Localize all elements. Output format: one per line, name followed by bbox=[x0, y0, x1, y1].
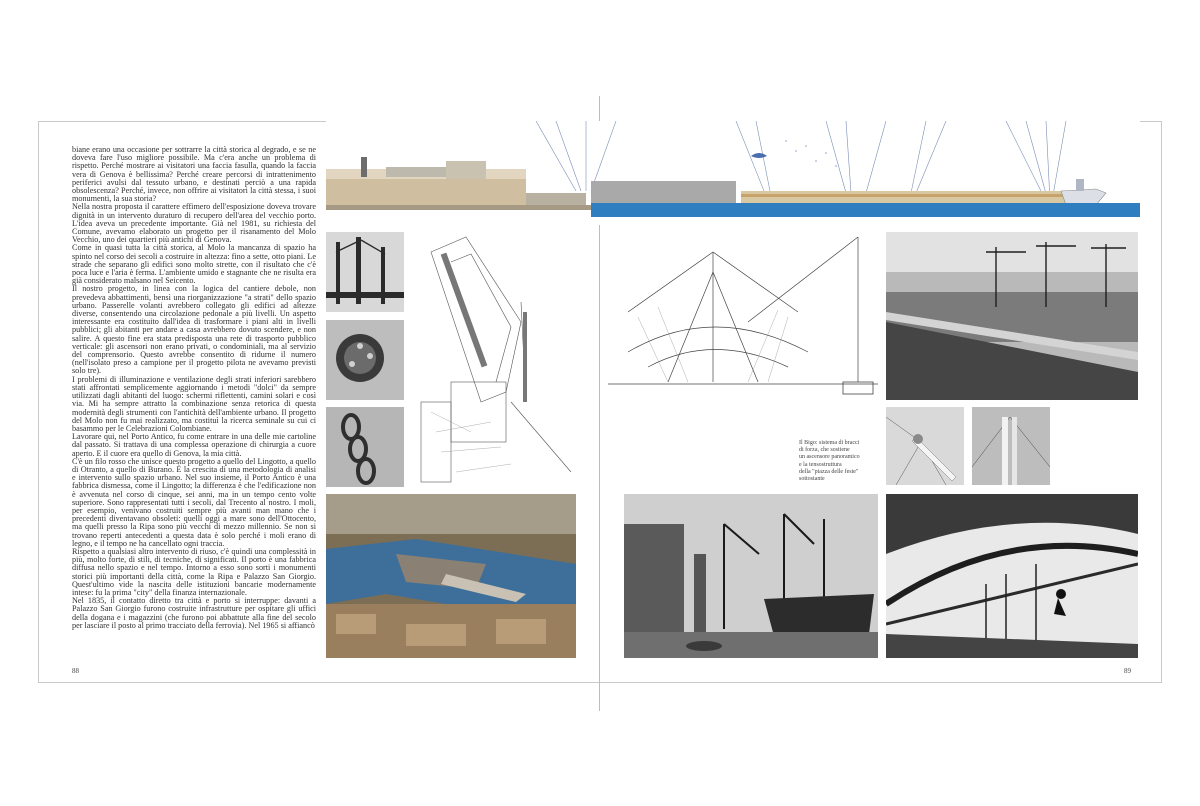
harbor-elevated-road-photo bbox=[886, 232, 1138, 400]
caption-line: Il Bigo: sistema di bracci bbox=[799, 440, 860, 446]
page-number-left: 88 bbox=[72, 667, 79, 675]
paragraph: biane erano una occasione per sottrarre la città storica al degrado, e se ne doveva fare l'uso migliore possibile. Ma c'era anche un problema di rispetto. Perché mostrare ai visitatori una faccia fasulla, quando la faccia vera di Genova è bellissima? Perché creare percorsi di intrattenimento periferici avulsi dal tessuto urbano, e destinati perciò a una rapida obsolescenza? Perché, invece, non offrire ai visitatori la città stessa, i suoi monumenti, la sua storia? bbox=[72, 146, 316, 204]
caption-line: e la tensostruttura bbox=[799, 461, 842, 468]
caption-line: della "piazza delle feste" bbox=[799, 468, 859, 475]
ship-cranes-photo bbox=[624, 494, 878, 658]
paragraph: Nella nostra proposta il carattere effimero dell'esposizione doveva trovare dignità in un intervento duraturo di recupero dell'area del vecchio porto. L'idea aveva un precedente importante. Già nel 1981, su richiesta del Comune, avevamo elaborato un progetto per il risanamento del Molo Vecchio, uno dei quartieri più antichi di Genova. bbox=[72, 202, 316, 245]
paragraph: Rispetto a qualsiasi altro intervento di riuso, c'è quindi una complessità in più, molto forte, di stili, di tecniche, di significati. Il porto è una fabbrica diffusa nello spazio e nel tempo. Intorno a esso sono sorti i monumenti storici più importanti della città, come la Ripa e Palazzo San Giorgio. Quest'ultimo vide la nascita delle istituzioni bancarie modernamente intese: fu la prima "city" della finanza internazionale. bbox=[72, 546, 316, 597]
paragraph: Come in quasi tutta la città storica, al Molo la mancanza di spazio ha spinto nel corso dei secoli a costruire in altezza: fino a sette, otto piani. Le strade che separano gli edifici sono molto strette, con il risultato che c'è poca luce e l'aria è ferma. L'ambiente umido e stagnante che ne risulta era già considerato malsano nel Seicento. bbox=[72, 243, 316, 286]
harbor-panorama-elevation bbox=[326, 121, 1140, 225]
iron-wheel-photo bbox=[326, 320, 404, 400]
paragraph: Il nostro progetto, in linea con la logica del cantiere debole, non prevedeva abbattimenti, bensì una riorganizzazione "a strati" dello spazio urbano. Passerelle volanti avrebbero collegato gli edifici ad altezze diverse, consentendo una circolazione pedonale a più livelli. Un aspetto interessante era costituito dall'idea di trasformare i piani alti in livelli pubblici; gli abitanti per andare a casa avrebbero dovuto scendere, e non salire. A questo fine era stata predisposta una rete di trasporto pubblico verticale: gli ascensori non erano privati, o condominiali, ma al servizio del comprensorio. Questo avrebbe consentito di ridurne il numero (nell'isolato preso a campione per il progetto pilota ne avevamo previsti solo tre). bbox=[72, 284, 316, 376]
genoa-aerial-photo bbox=[326, 494, 576, 658]
body-text-column bbox=[72, 146, 316, 676]
caption-line: di forza, che sostiene bbox=[799, 447, 850, 454]
bollard-cranes-photo bbox=[326, 232, 404, 312]
page-number-right: 89 bbox=[1124, 667, 1131, 675]
caption-line: un ascensore panoramico bbox=[799, 454, 860, 461]
bigo-elevation-drawing bbox=[608, 232, 878, 402]
bigo-detail-photo-2 bbox=[972, 407, 1050, 485]
paragraph: Nel 1835, il contatto diretto tra città e porto si interruppe: davanti a Palazzo San Giorgio furono costruite infrastrutture per ospitare gli uffici della dogana e i magazzini (che furono poi abbattute alla fine del secolo per lasciare il posto al primo tracciato della ferrovia). Nel 1965 si affiancò bbox=[72, 596, 316, 630]
paragraph: Lavorare qui, nel Porto Antico, fu come entrare in una delle mie cartoline dal passato. Si trattava di una complessa operazione di chirurgia a cuore aperto. E il cuore era quello di Genova, la mia città. bbox=[72, 432, 316, 458]
chain-detail-photo bbox=[326, 407, 404, 487]
figure-caption bbox=[799, 440, 899, 483]
paragraph: C'è un filo rosso che unisce questo progetto a quello del Lingotto, a quello di Otranto, a quello di Burano. È la crescita di una metodologia di analisi e intervento sullo spazio urbano. Nel suo insieme, il Porto Antico è una fabbrica dismessa, come il Lingotto; la differenza è che l'edificazione non è avvenuta nel corso di cinque, sei anni, ma in un tempo cento volte superiore. Sono rappresentati tutti i secoli, dal Trecento al nostro. I moli, per esempio, venivano costruiti sempre più avanti man mano che i precedenti diventavano obsoleti: quelli oggi a mare sono dell'Ottocento, ma quelli presso la Ripa sono più vecchi di mezzo millennio. Se non si trovano reperti antecedenti a questa data è solo perché i moli erano di legno, e il tempo ne ha cancellato ogni traccia. bbox=[72, 456, 316, 548]
bigo-structure-climber-photo bbox=[886, 494, 1138, 658]
paragraph: I problemi di illuminazione e ventilazione degli strati inferiori sarebbero stati affrontati semplicemente aggiornando i metodi "dolci" da sempre utilizzati dagli abitanti del luogo: schermi riflettenti, camini solari e così via. Mi ha sempre attratto la combinazione senza retorica di questa modernità degli strumenti con l'antichità dell'ambiente urbano. Il progetto del Molo non fu mai realizzato, ma costituì la ricerca seminale su cui ci basammo per le Celebrazioni Colombiane. bbox=[72, 374, 316, 433]
port-site-plan bbox=[411, 232, 576, 487]
caption-line: sottostante bbox=[799, 476, 825, 483]
